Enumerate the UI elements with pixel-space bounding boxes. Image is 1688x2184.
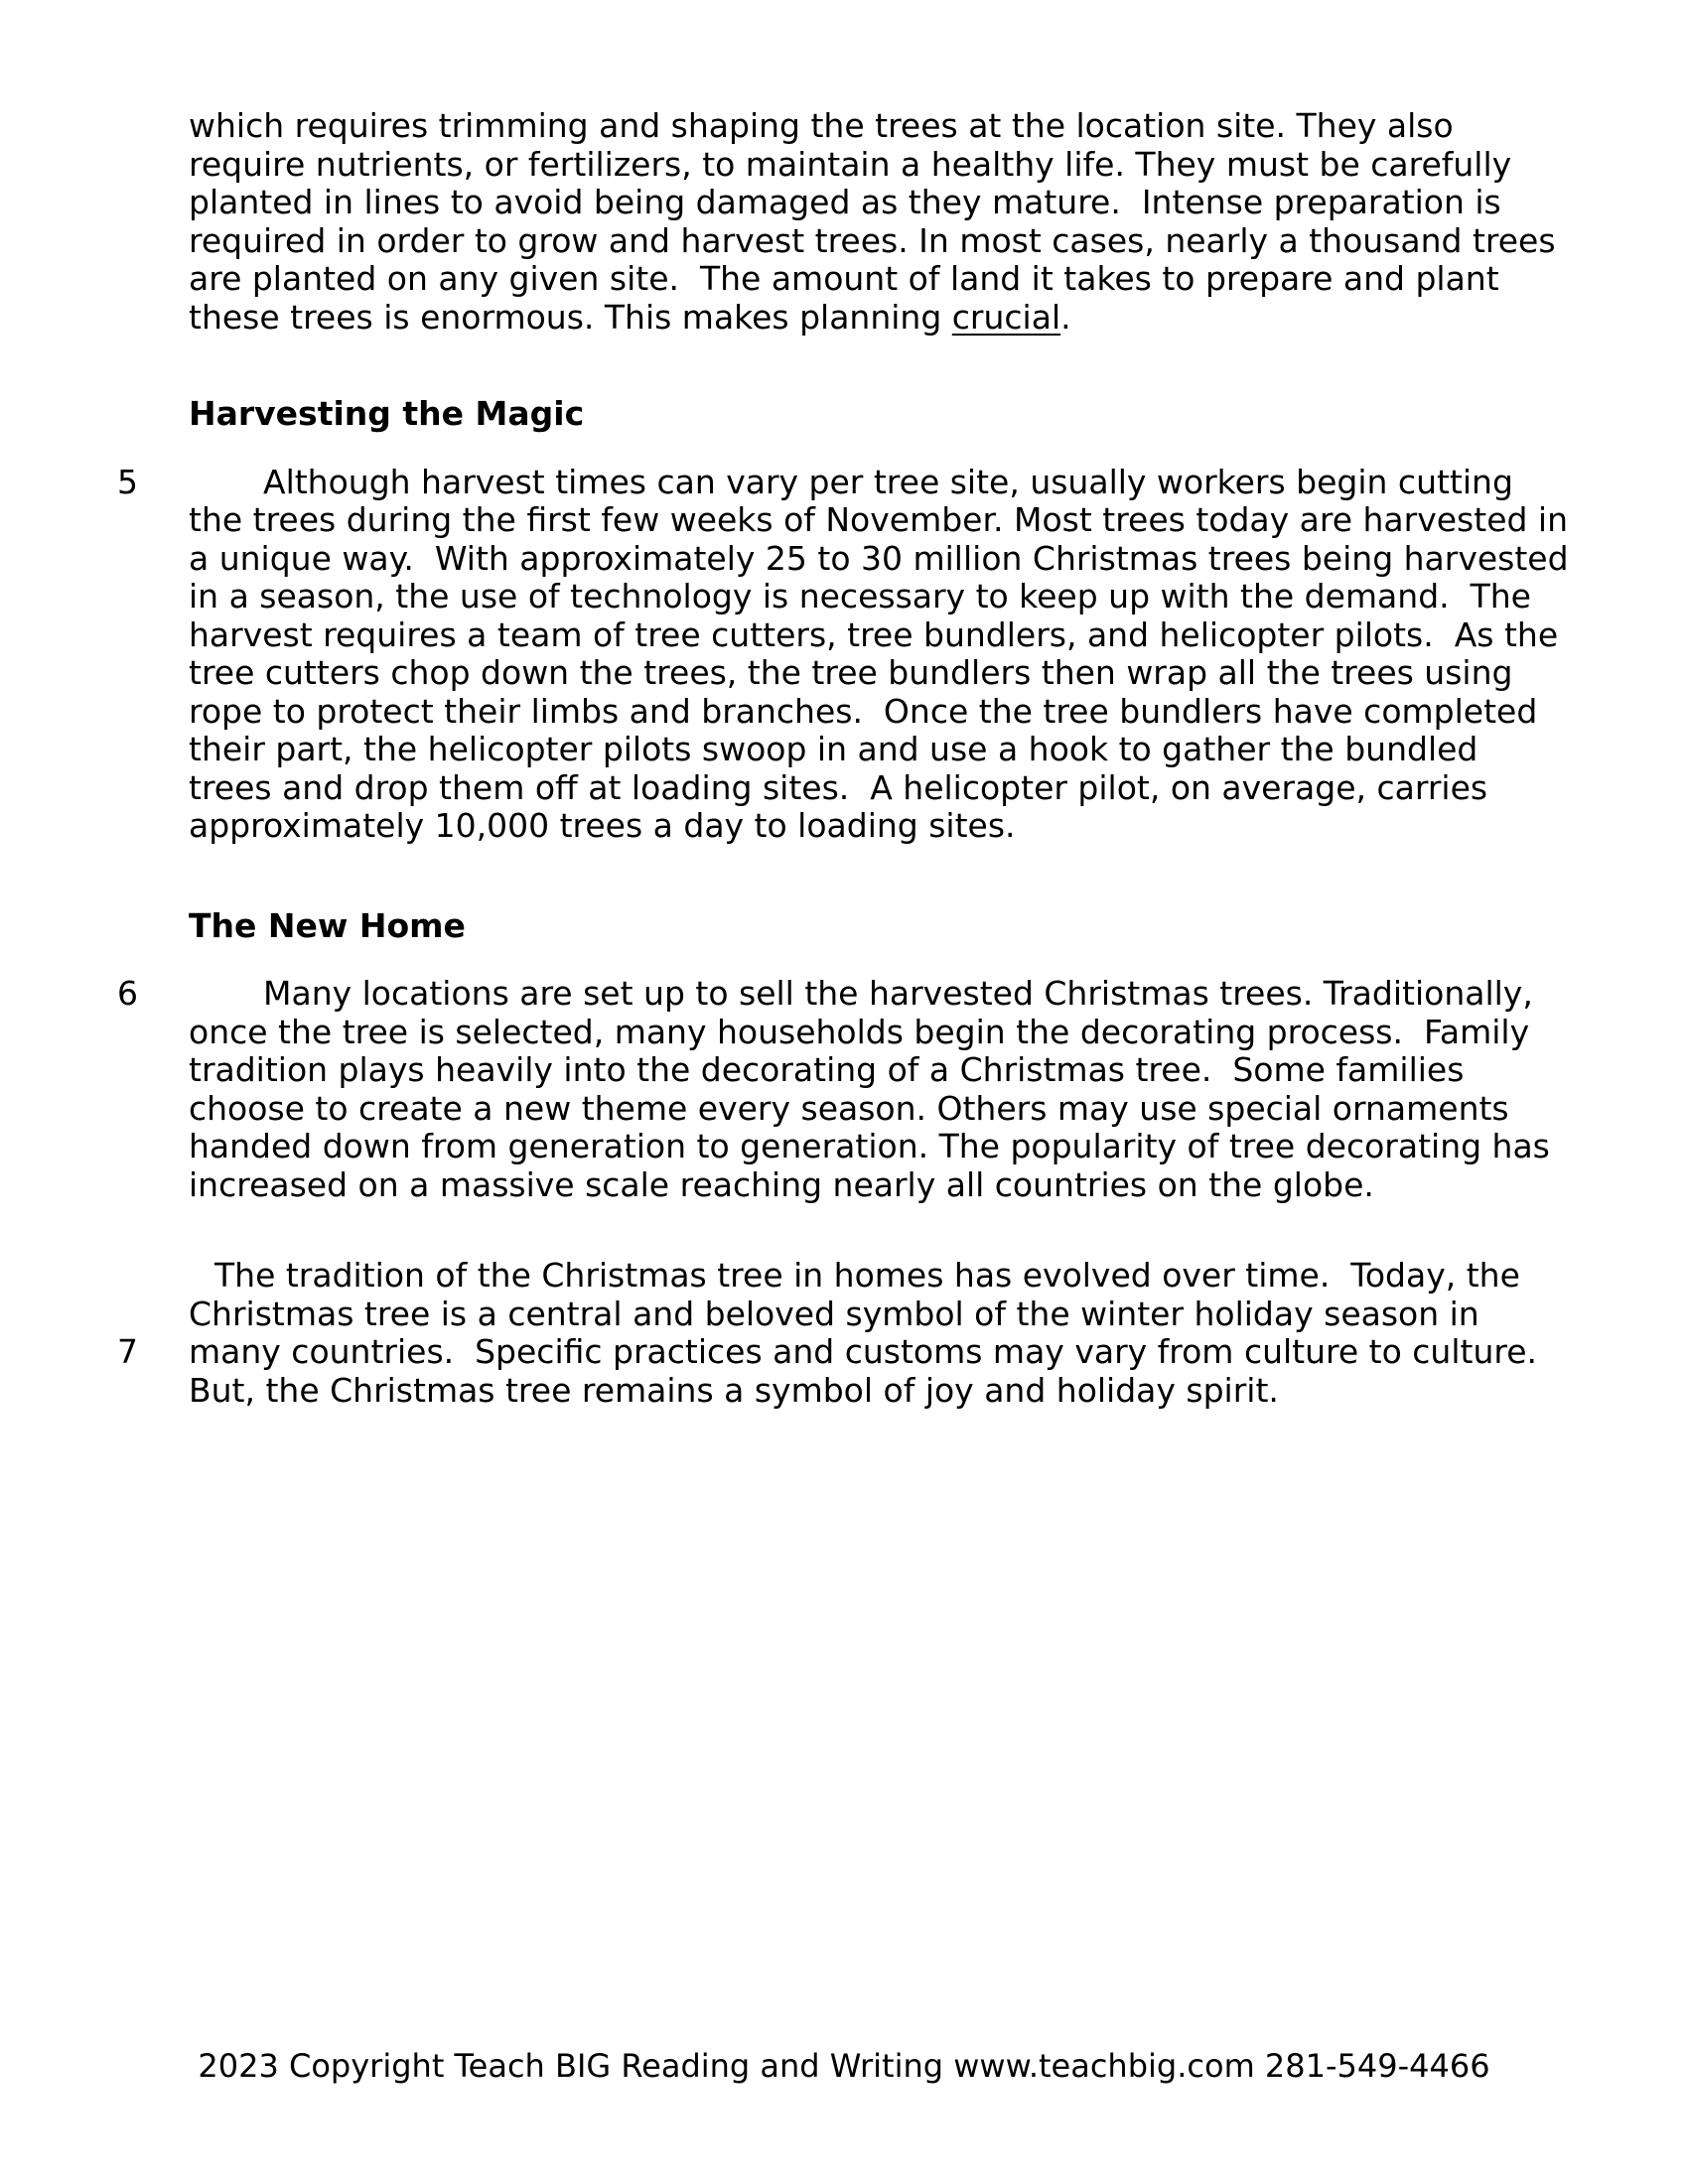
paragraph-number-7: 7 [117, 1332, 138, 1371]
paragraph-continuation [189, 107, 1569, 337]
paragraph-7-row [117, 1256, 1569, 1410]
paragraph-6-row [117, 974, 1569, 1204]
paragraph-6-text: Many locations are set up to sell the harvested Christmas trees. Traditionally, once the tree is selected, many households begin the decorating process. Family tradition plays heavily into the decorating of a Christmas tree. Some families choose to create a new theme every season. Others may use special ornaments handed down from generation to generation. The popularity of tree decorating has increased on a massive scale reaching nearly all countries on the globe. [189, 974, 1561, 1204]
underlined-word-crucial: crucial [951, 297, 1061, 337]
continuation-text-end: . [1060, 297, 1071, 337]
page-footer: 2023 Copyright Teach BIG Reading and Writing www.teachbig.com 281-549-4466 [198, 2047, 1490, 2085]
paragraph-number-6: 6 [117, 974, 138, 1013]
text-column [117, 106, 1580, 1410]
paragraph-number-5: 5 [117, 462, 138, 501]
section-heading-the-new-home: The New Home [189, 905, 466, 945]
paragraph-5-row [117, 462, 1580, 846]
paragraph-7-text: The tradition of the Christmas tree in homes has evolved over time. Today, the Christmas tree is a central and beloved symbol of the winter holiday season in many countries. Specific practices and customs may vary from culture to culture. But, the Christmas tree remains a symbol of joy and holiday spirit. [189, 1256, 1548, 1410]
section-heading-harvesting-the-magic: Harvesting the Magic [189, 394, 585, 433]
continuation-text: which requires trimming and shaping the trees at the location site. They also require nutrients, or fertilizers, to maintain a healthy life. They must be carefully planted in lines to avoid being damaged as they mature. Intense preparation is required in order to grow and harvest trees. In most cases, nearly a thousand trees are planted on any given site. The amount of land it takes to prepare and plant these trees is enormous. This makes planning [189, 106, 1567, 337]
paragraph-5-text: Although harvest times can vary per tree site, usually workers begin cutting the trees during the first few weeks of November. Most trees today are harvested in a unique way. With approximately 25 to 30 million Christmas trees being harvested in a season, the use of technology is necessary to keep up with the demand. The harvest requires a team of tree cutters, tree bundlers, and helicopter pilots. As the tree cutters chop down the trees, the tree bundlers then wrap all the trees using rope to protect their limbs and branches. Once the tree bundlers have completed their part, the helicopter pilots swoop in and use a hook to gather the bundled trees and drop them off at loading sites. A helicopter pilot, on average, carries approximately 10,000 trees a day to loading sites. [189, 462, 1580, 845]
